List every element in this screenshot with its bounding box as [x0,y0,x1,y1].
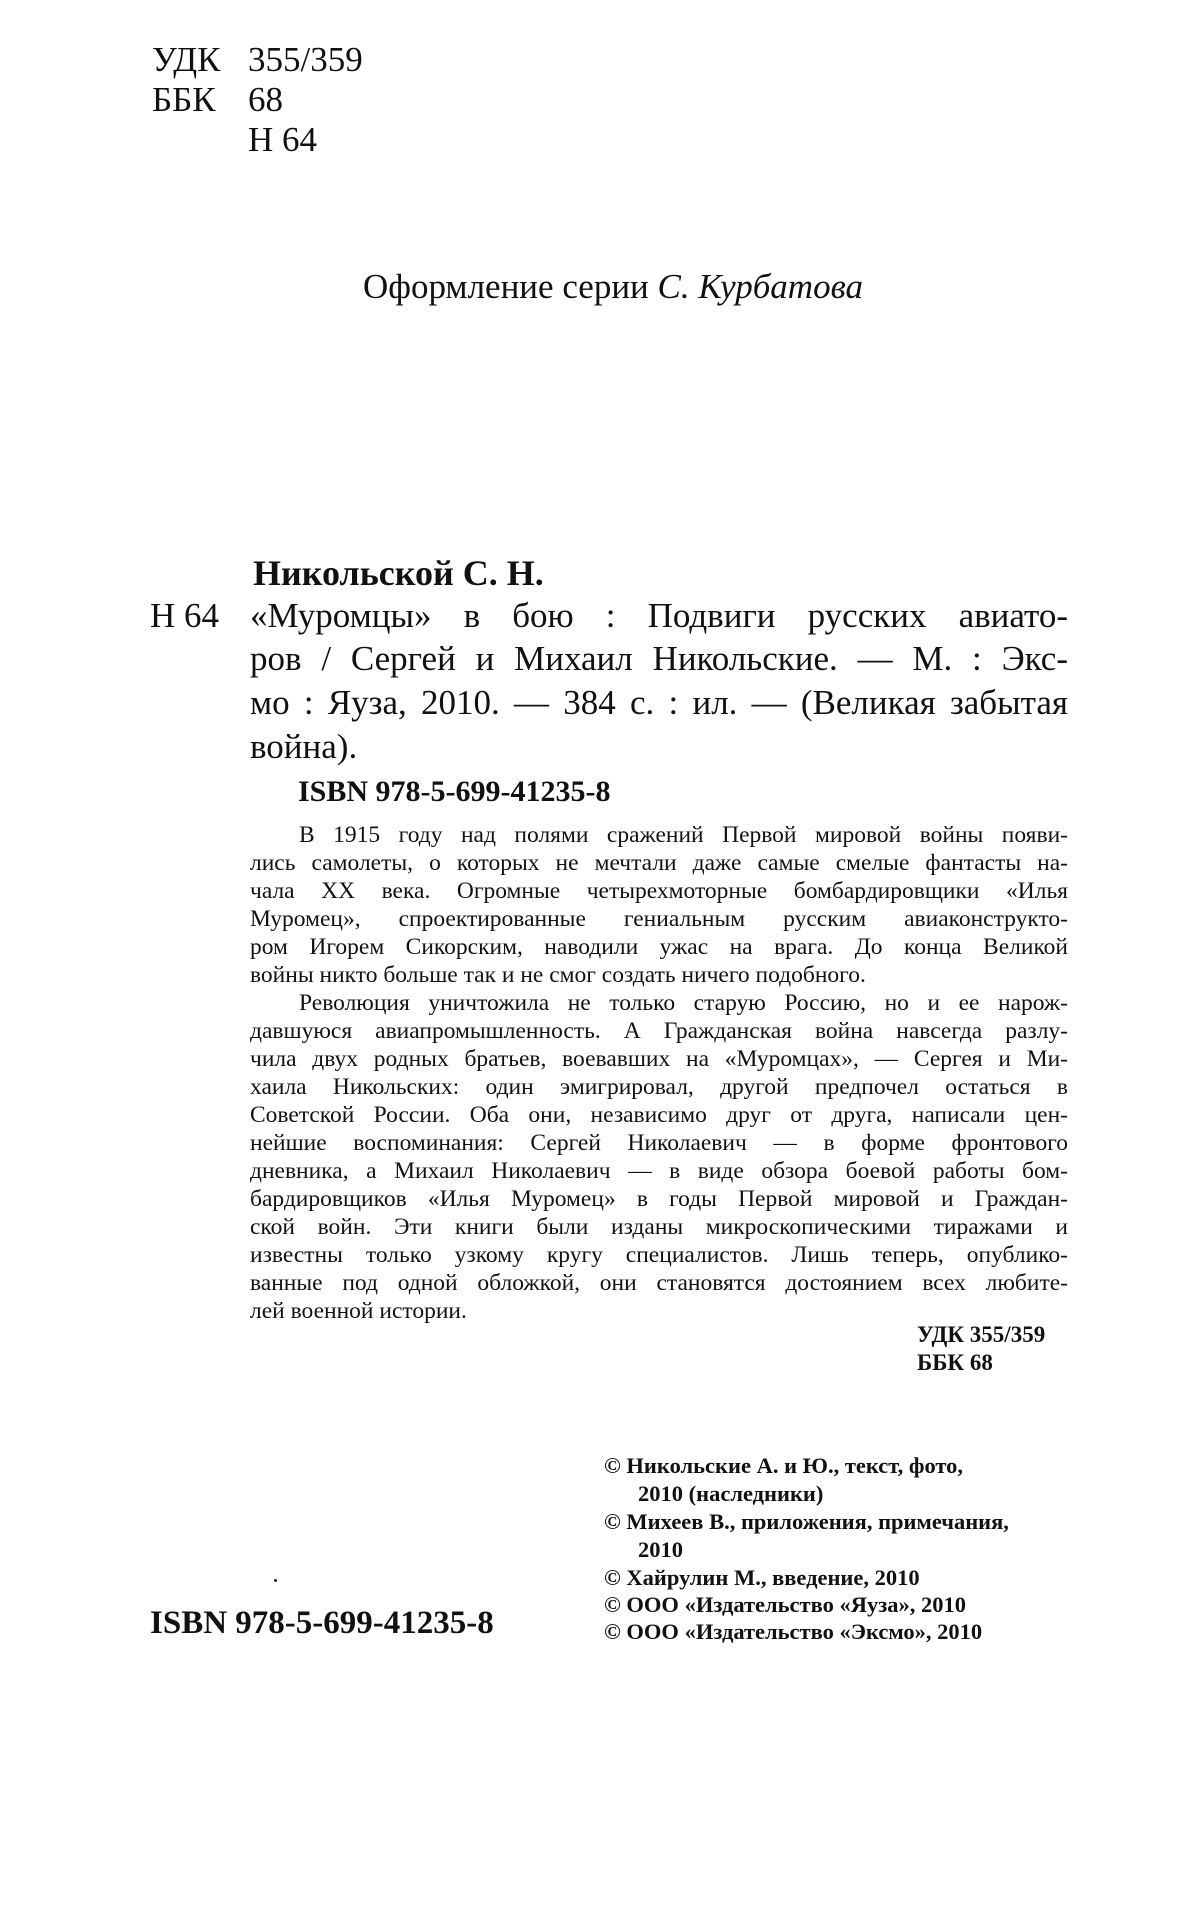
annotation-line: В 1915 году над полями сражений Первой мировой войны появи- [299,822,1068,848]
cutter-mark-entry: Н 64 [150,596,220,635]
udk-value-top: 355/359 [248,40,363,79]
bib-description-line: мо : Яуза, 2010. — 384 с. : ил. — (Великая забытая [250,683,1068,722]
annotation-line: Революция уничтожила не только старую Россию, но и ее нарож- [299,990,1068,1016]
cutter-mark-top: Н 64 [248,120,318,159]
series-design-text: Оформление серии [363,267,658,306]
copyright-line: 2010 (наследники) [638,1481,824,1506]
copyright-line: © ООО «Издательство «Яуза», 2010 [604,1592,967,1617]
annotation-line: Советской России. Оба они, независимо друг от друга, написали цен- [250,1102,1068,1128]
annotation-line: нейшие воспоминания: Сергей Николаевич — в форме фронтового [250,1130,1068,1156]
bbk-label-top: ББК [152,80,216,119]
annotation-line: ванные под одной обложкой, они становятся достоянием всех любите- [250,1270,1068,1296]
annotation-line: ром Игорем Сикорским, наводили ужас на врага. До конца Великой [250,934,1068,960]
annotation-line: лей военной истории. [250,1298,467,1324]
copyright-line: © Никольские А. и Ю., текст, фото, [604,1453,964,1478]
bbk-bottom: ББК 68 [917,1350,993,1375]
bib-description-line: «Муромцы» в бою : Подвиги русских авиато- [250,596,1068,635]
udk-bottom: УДК 355/359 [917,1322,1046,1347]
series-design-credit [363,267,863,307]
annotation-line: лись самолеты, о которых не мечтали даже самые смелые фантасты на- [250,850,1068,876]
annotation-line: известны только узкому кругу специалистов. Лишь теперь, опублико- [250,1242,1068,1268]
annotation-line: Муромец», спроектированные гениальным русским авиаконструкто- [250,906,1068,932]
copyright-line: © Хайрулин М., введение, 2010 [604,1565,920,1590]
scan-speck [274,1579,277,1582]
annotation-line: чала XX века. Огромные четырехмоторные бомбардировщики «Илья [250,878,1068,904]
copyright-line: © Михеев В., приложения, примечания, [604,1509,1009,1534]
annotation-line: хаила Никольских: один эмигрировал, другой предпочел остаться в [250,1074,1068,1100]
copyright-line: 2010 [638,1537,683,1562]
series-designer-name: С. Курбатова [657,267,864,306]
udk-label-top: УДК [152,40,221,79]
annotation-line: чила двух родных братьев, воевавших на «Муромцах», — Сергея и Ми- [250,1046,1068,1072]
author-heading: Никольской С. Н. [253,553,544,593]
annotation-line: дневника, а Михаил Николаевич — в виде обзора боевой работы бом- [250,1158,1068,1184]
annotation-line: ской войн. Эти книги были изданы микроскопическими тиражами и [250,1214,1068,1240]
annotation-line: войны никто больше так и не смог создать ничего подобного. [250,962,866,988]
annotation-line: бардировщиков «Илья Муромец» в годы Первой мировой и Граждан- [250,1186,1068,1212]
isbn-bottom: ISBN 978-5-699-41235-8 [150,1605,494,1641]
bib-description-line: война). [250,727,358,766]
annotation-line: давшуюся авиапромышленность. А Гражданская война навсегда разлу- [250,1018,1068,1044]
bib-description-line: ров / Сергей и Михаил Никольские. — М. : Экс- [250,639,1068,678]
bbk-value-top: 68 [248,80,283,119]
copyright-line: © ООО «Издательство «Эксмо», 2010 [604,1619,983,1644]
isbn-entry: ISBN 978-5-699-41235-8 [298,775,611,808]
